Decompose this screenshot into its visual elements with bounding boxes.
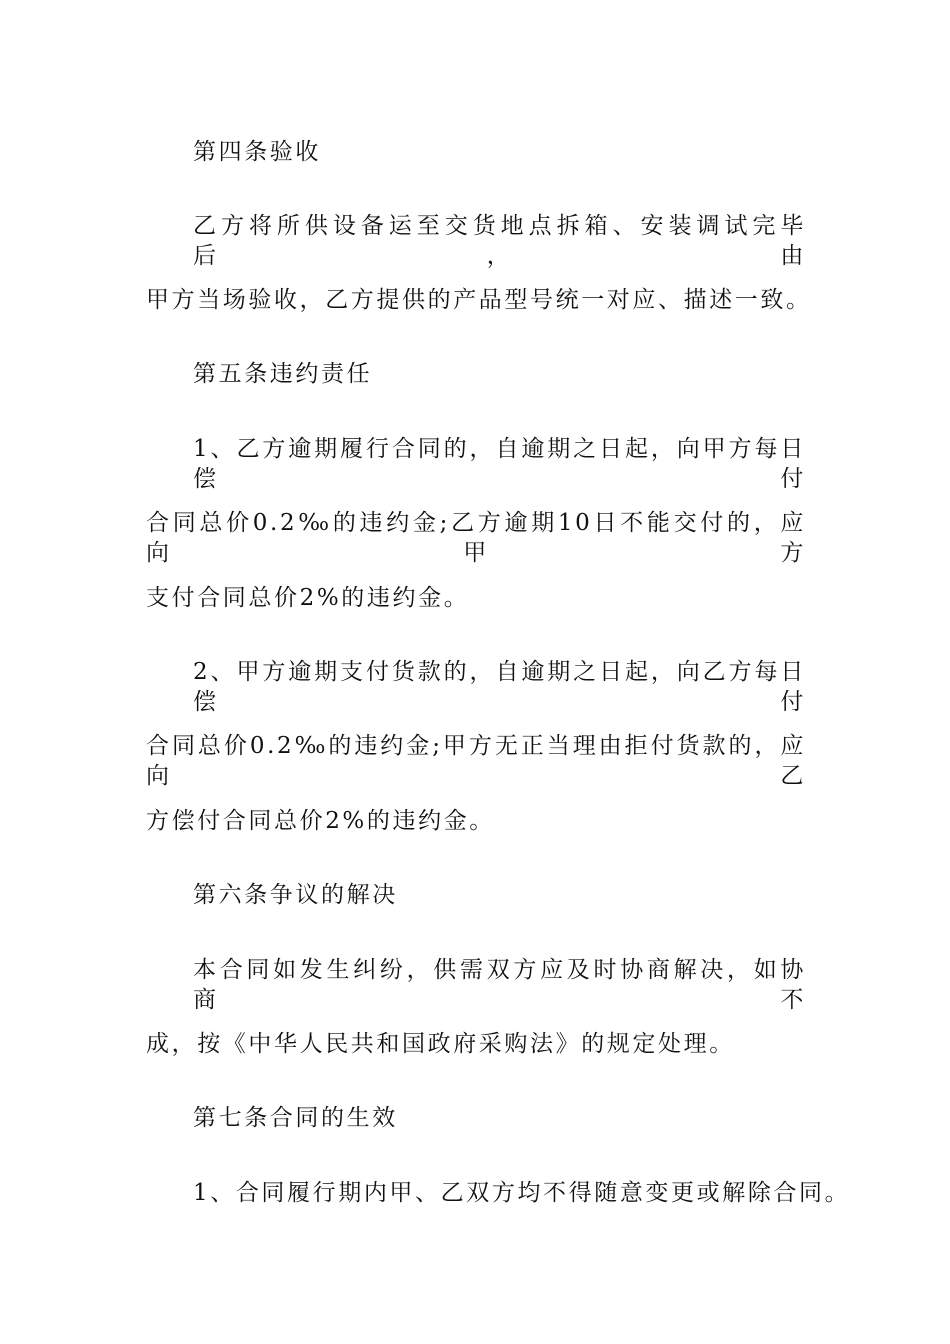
section-5-item-1-line: 合同总价0.2‰的违约金;乙方逾期10日不能交付的，应向甲方 <box>146 510 806 566</box>
section-5-item-2-line: 方偿付合同总价2%的违约金。 <box>146 808 495 834</box>
section-5-heading: 第五条违约责任 <box>193 361 373 387</box>
section-7-heading: 第七条合同的生效 <box>193 1105 398 1131</box>
section-6-paragraph-line: 成，按《中华人民共和国政府采购法》的规定处理。 <box>146 1031 735 1057</box>
section-5-item-2-line: 合同总价0.2‰的违约金;甲方无正当理由拒付货款的，应向乙 <box>146 733 806 789</box>
section-4-heading: 第四条验收 <box>193 139 321 165</box>
section-5-item-2-line: 2、甲方逾期支付货款的，自逾期之日起，向乙方每日偿付 <box>193 659 806 715</box>
section-5-item-1-line: 1、乙方逾期履行合同的，自逾期之日起，向甲方每日偿付 <box>193 436 806 492</box>
section-6-heading: 第六条争议的解决 <box>193 882 398 908</box>
section-4-paragraph-line: 乙方将所供设备运至交货地点拆箱、安装调试完毕后，由 <box>193 213 806 269</box>
section-6-paragraph-line: 本合同如发生纠纷，供需双方应及时协商解决，如协商不 <box>193 957 806 1013</box>
section-7-item-1-line: 1、合同履行期内甲、乙双方均不得随意变更或解除合同。 <box>193 1180 851 1206</box>
section-4-paragraph-line: 甲方当场验收，乙方提供的产品型号统一对应、描述一致。 <box>146 287 812 313</box>
section-5-item-1-line: 支付合同总价2%的违约金。 <box>146 585 470 611</box>
